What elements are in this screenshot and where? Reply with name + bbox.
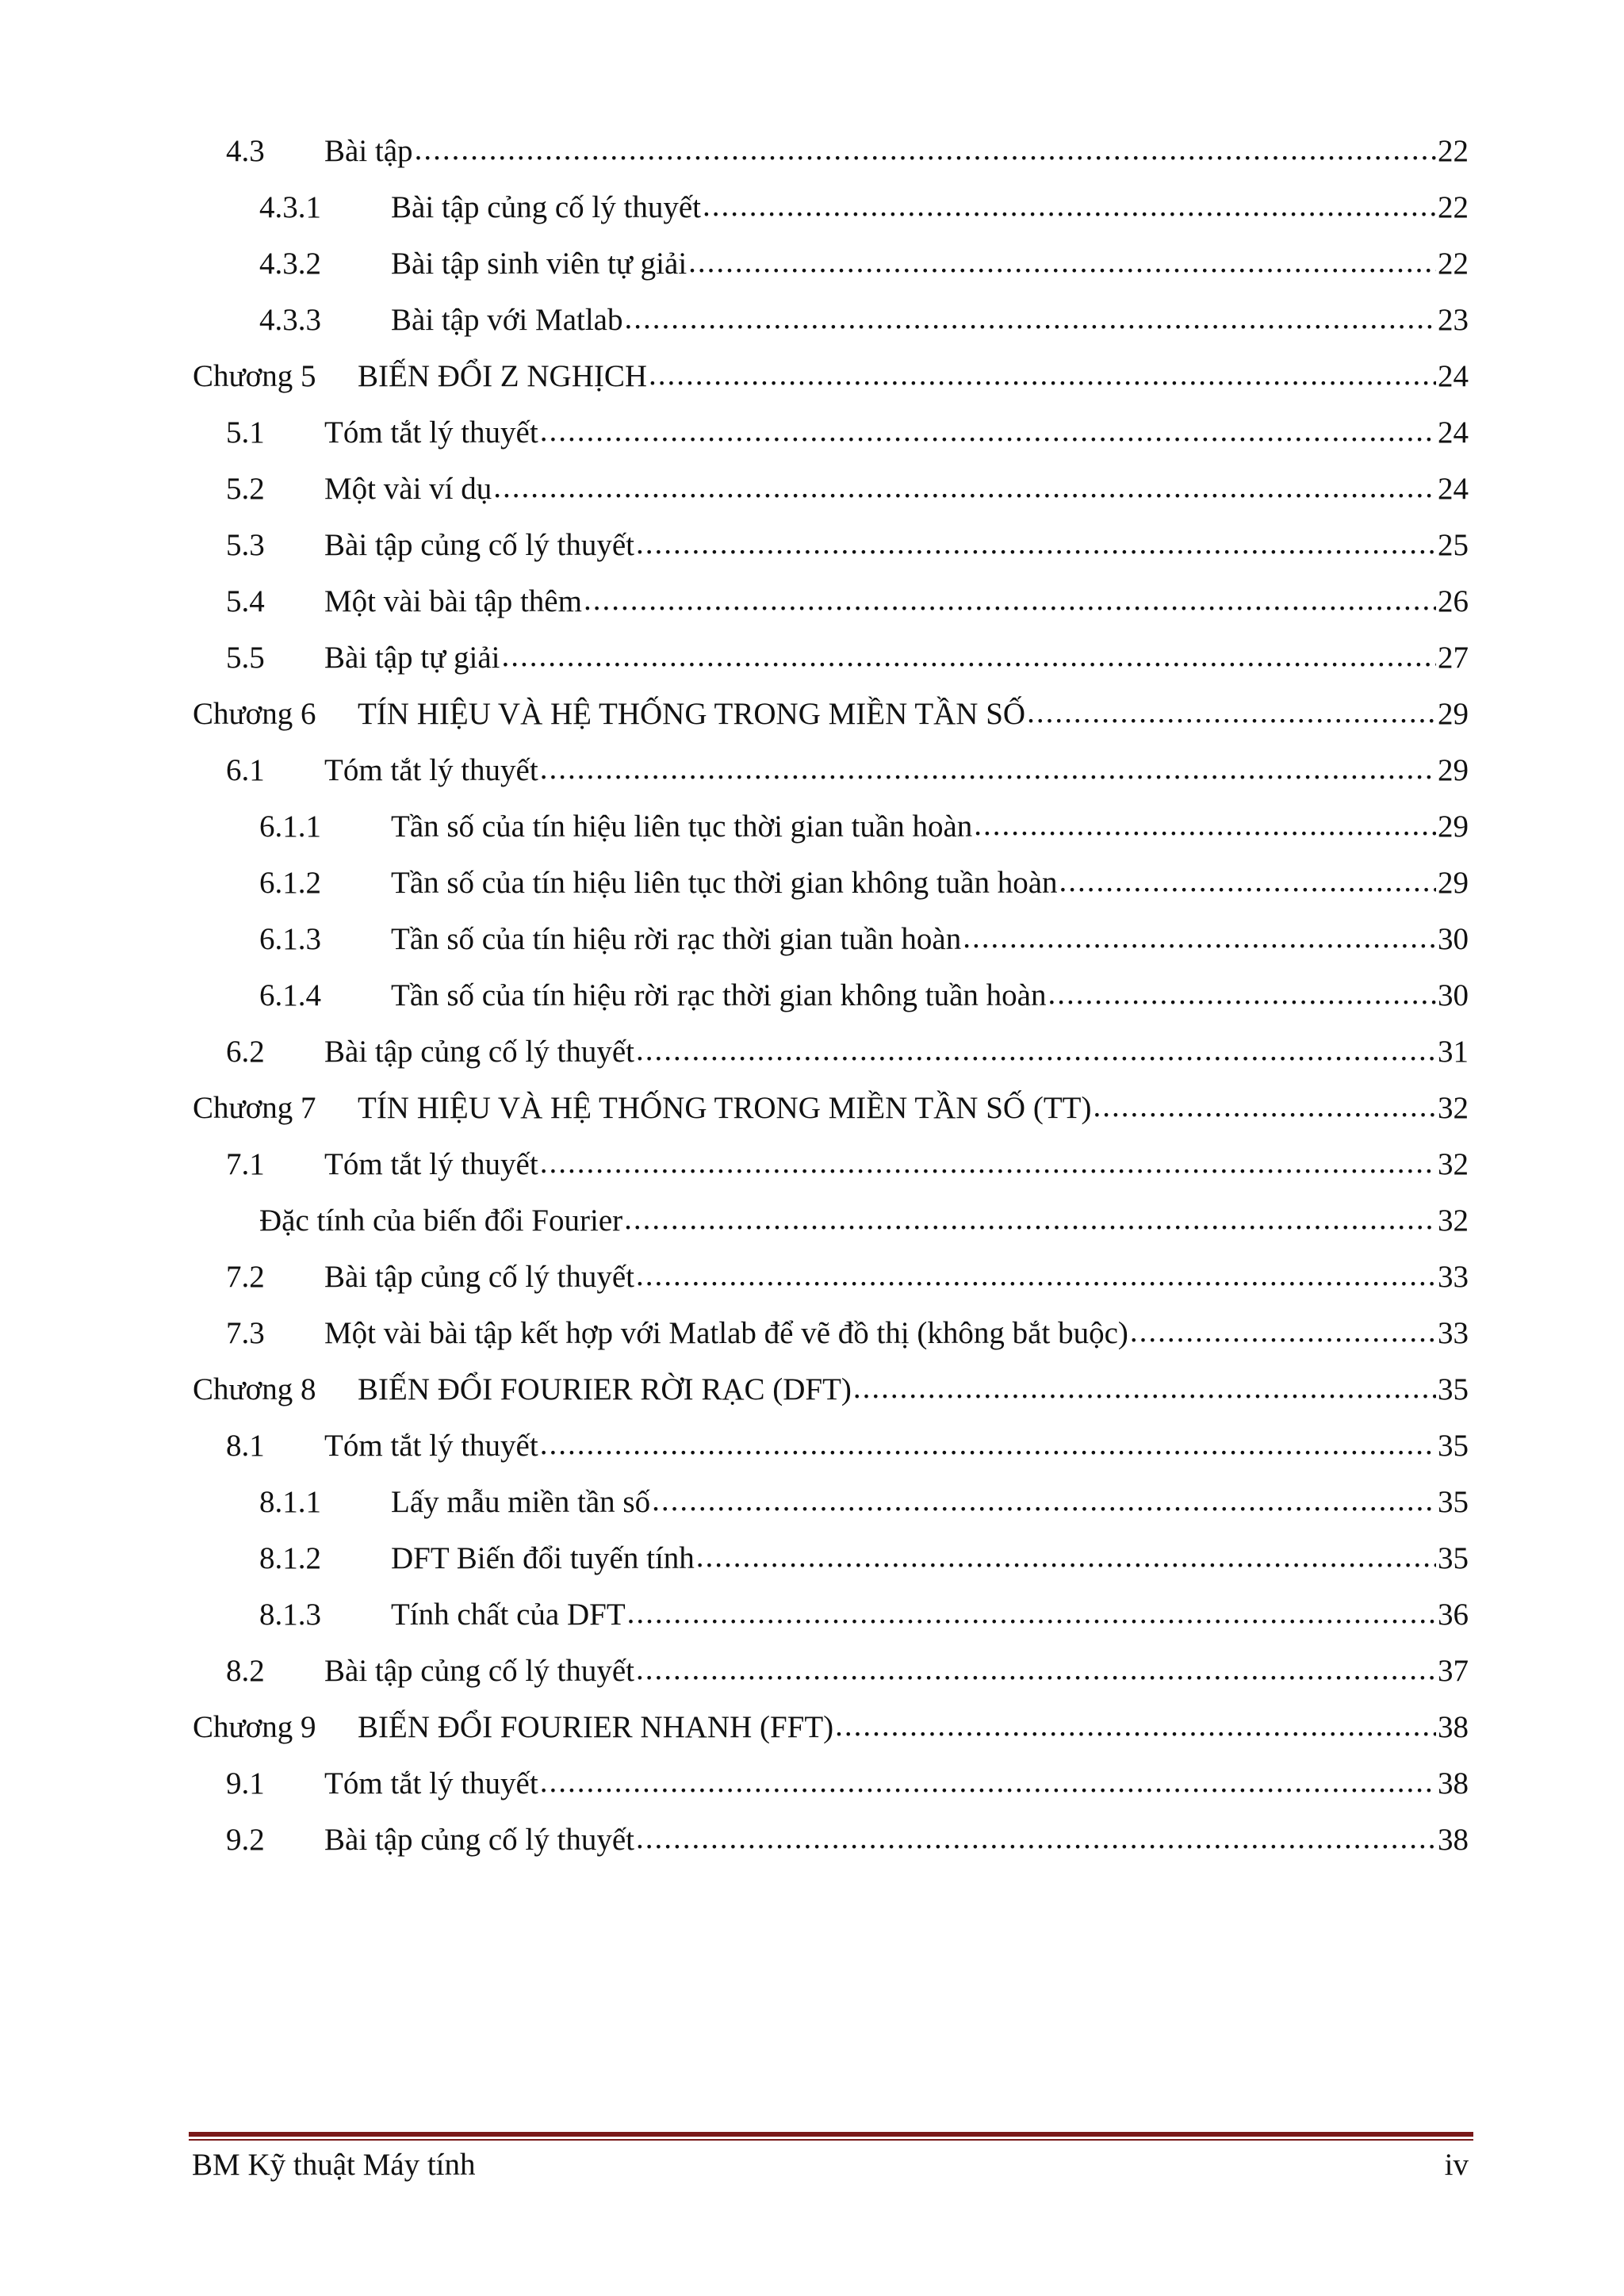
toc-entry-number: Chương 8 <box>193 1372 316 1406</box>
toc-dot-leader <box>627 1595 1436 1631</box>
toc-entry-title: Bài tập tự giải <box>324 641 500 675</box>
toc-entry[interactable] <box>226 1146 1469 1194</box>
toc-dot-leader <box>636 1651 1436 1687</box>
toc-entry-page: 31 <box>1438 1035 1469 1069</box>
toc-entry[interactable] <box>193 1709 1469 1757</box>
toc-dot-leader <box>688 244 1436 280</box>
toc-entry-number: 7.1 <box>226 1147 265 1181</box>
toc-entry[interactable] <box>193 1090 1469 1138</box>
toc-entry[interactable] <box>259 1540 1469 1588</box>
toc-entry[interactable] <box>226 1653 1469 1701</box>
toc-entry-title: Bài tập củng cố lý thuyết <box>324 1654 634 1688</box>
toc-entry-page: 26 <box>1438 584 1469 618</box>
toc-entry-number: 4.3.1 <box>259 190 321 224</box>
toc-entry[interactable] <box>259 189 1469 237</box>
footer-rule-thin <box>189 2139 1473 2141</box>
toc-entry[interactable] <box>226 133 1469 181</box>
toc-entry-title: Một vài bài tập thêm <box>324 584 582 618</box>
toc-entry-page: 32 <box>1438 1091 1469 1125</box>
toc-entry-number: Chương 6 <box>193 697 316 731</box>
toc-dot-leader <box>835 1708 1436 1743</box>
toc-entry[interactable] <box>226 415 1469 462</box>
toc-entry-page: 24 <box>1438 472 1469 506</box>
toc-entry-number: 6.1.4 <box>259 978 321 1012</box>
toc-entry-page: 32 <box>1438 1203 1469 1238</box>
toc-dot-leader <box>636 1820 1436 1856</box>
toc-dot-leader <box>624 1201 1436 1237</box>
toc-entry[interactable] <box>259 865 1469 913</box>
toc-entry[interactable] <box>193 696 1469 744</box>
toc-entry-number: 5.3 <box>226 528 265 562</box>
toc-entry-title: Tần số của tín hiệu liên tục thời gian không tuần hoàn <box>391 866 1058 900</box>
toc-entry-title: DFT Biến đổi tuyến tính <box>391 1541 695 1575</box>
footer-rule <box>189 2132 1473 2137</box>
toc-entry[interactable] <box>226 584 1469 631</box>
toc-entry-number: 8.1.2 <box>259 1541 321 1575</box>
toc-dot-leader <box>540 413 1436 449</box>
toc-entry-title: Tần số của tín hiệu liên tục thời gian tuần hoàn <box>391 809 973 844</box>
toc-entry-number: Chương 7 <box>193 1091 316 1125</box>
toc-entry[interactable] <box>259 1203 1469 1250</box>
footer-department: BM Kỹ thuật Máy tính <box>192 2148 476 2182</box>
toc-entry[interactable] <box>226 1259 1469 1307</box>
toc-dot-leader <box>649 357 1436 392</box>
toc-entry-number: 8.1.1 <box>259 1485 321 1519</box>
toc-entry-number: 5.5 <box>226 641 265 675</box>
toc-entry[interactable] <box>259 246 1469 293</box>
toc-entry-title: Tóm tắt lý thuyết <box>324 1766 538 1800</box>
toc-dot-leader <box>1130 1314 1436 1349</box>
toc-entry-number: 8.1 <box>226 1429 265 1463</box>
toc-entry-title: BIẾN ĐỔI FOURIER RỜI RẠC (DFT) <box>358 1372 852 1406</box>
toc-dot-leader <box>696 1539 1436 1575</box>
toc-entry-page: 22 <box>1438 134 1469 168</box>
toc-entry-page: 29 <box>1438 809 1469 844</box>
toc-entry-number: 4.3.2 <box>259 247 321 281</box>
toc-dot-leader <box>540 1426 1436 1462</box>
toc-entry-page: 38 <box>1438 1823 1469 1857</box>
toc-dot-leader <box>636 1032 1436 1068</box>
toc-entry-title: TÍN HIỆU VÀ HỆ THỐNG TRONG MIỀN TẦN SỐ (TT) <box>358 1091 1092 1125</box>
toc-dot-leader <box>540 1764 1436 1800</box>
toc-entry[interactable] <box>259 1597 1469 1644</box>
toc-entry-page: 29 <box>1438 753 1469 787</box>
toc-entry-page: 22 <box>1438 190 1469 224</box>
toc-entry-page: 35 <box>1438 1485 1469 1519</box>
toc-entry-page: 35 <box>1438 1372 1469 1406</box>
toc-entry-number: 8.1.3 <box>259 1598 321 1632</box>
toc-entry-page: 30 <box>1438 922 1469 956</box>
toc-entry-page: 35 <box>1438 1429 1469 1463</box>
toc-entry-title: Bài tập củng cố lý thuyết <box>324 528 634 562</box>
toc-entry[interactable] <box>226 752 1469 800</box>
toc-dot-leader <box>974 807 1436 843</box>
toc-entry-title: BIẾN ĐỔI FOURIER NHANH (FFT) <box>358 1710 834 1744</box>
toc-entry-title: Một vài bài tập kết hợp với Matlab để vẽ đồ thị (không bắt buộc) <box>324 1316 1128 1350</box>
toc-dot-leader <box>540 751 1436 786</box>
toc-dot-leader <box>963 920 1436 955</box>
toc-entry-page: 35 <box>1438 1541 1469 1575</box>
toc-dot-leader <box>652 1483 1436 1518</box>
toc-entry[interactable] <box>259 809 1469 856</box>
toc-entry-number: 4.3 <box>226 134 265 168</box>
footer-page-number: iv <box>1444 2148 1469 2182</box>
toc-entry-page: 27 <box>1438 641 1469 675</box>
toc-dot-leader <box>703 188 1436 224</box>
toc-entry[interactable] <box>226 1315 1469 1363</box>
toc-dot-leader <box>493 469 1436 505</box>
toc-entry-page: 29 <box>1438 866 1469 900</box>
toc-entry-number: 5.4 <box>226 584 265 618</box>
toc-entry[interactable] <box>259 302 1469 350</box>
toc-entry-number: Chương 5 <box>193 359 316 393</box>
toc-entry-title: Tần số của tín hiệu rời rạc thời gian không tuần hoàn <box>391 978 1047 1012</box>
toc-entry-number: 6.1 <box>226 753 265 787</box>
toc-entry-title: Tóm tắt lý thuyết <box>324 1147 538 1181</box>
toc-entry-title: Một vài ví dụ <box>324 472 492 506</box>
toc-entry[interactable] <box>226 527 1469 575</box>
toc-entry[interactable] <box>226 1822 1469 1869</box>
toc-entry-number: 6.1.2 <box>259 866 321 900</box>
toc-entry-page: 25 <box>1438 528 1469 562</box>
toc-dot-leader <box>1059 863 1436 899</box>
toc-entry-title: BIẾN ĐỔI Z NGHỊCH <box>358 359 648 393</box>
toc-dot-leader <box>1048 976 1436 1012</box>
toc-entry-page: 24 <box>1438 415 1469 450</box>
toc-entry-number: 7.2 <box>226 1260 265 1294</box>
toc-entry-title: Tần số của tín hiệu rời rạc thời gian tuần hoàn <box>391 922 962 956</box>
toc-entry-title: Bài tập củng cố lý thuyết <box>324 1035 634 1069</box>
toc-entry-page: 33 <box>1438 1316 1469 1350</box>
toc-entry-number: 8.2 <box>226 1654 265 1688</box>
toc-entry-page: 23 <box>1438 303 1469 337</box>
toc-entry-title: Tóm tắt lý thuyết <box>324 1429 538 1463</box>
toc-entry[interactable] <box>193 358 1469 406</box>
toc-entry-number: 7.3 <box>226 1316 265 1350</box>
toc-dot-leader <box>636 1257 1436 1293</box>
toc-entry-title: Tóm tắt lý thuyết <box>324 753 538 787</box>
toc-entry-title: Tóm tắt lý thuyết <box>324 415 538 450</box>
toc-entry-page: 29 <box>1438 697 1469 731</box>
toc-entry-title: Bài tập củng cố lý thuyết <box>391 190 701 224</box>
toc-entry[interactable] <box>259 978 1469 1025</box>
toc-entry-title: Bài tập <box>324 134 413 168</box>
toc-dot-leader <box>502 638 1436 674</box>
toc-dot-leader <box>624 300 1436 336</box>
toc-entry[interactable] <box>193 1372 1469 1419</box>
toc-entry-page: 24 <box>1438 359 1469 393</box>
toc-entry-number: Chương 9 <box>193 1710 316 1744</box>
toc-dot-leader <box>636 526 1436 561</box>
toc-entry-page: 38 <box>1438 1766 1469 1800</box>
toc-entry-page: 32 <box>1438 1147 1469 1181</box>
toc-entry-number: 5.1 <box>226 415 265 450</box>
toc-entry-number: 6.1.3 <box>259 922 321 956</box>
toc-entry-page: 37 <box>1438 1654 1469 1688</box>
toc-entry-title: Bài tập với Matlab <box>391 303 623 337</box>
toc-entry-title: Bài tập sinh viên tự giải <box>391 247 688 281</box>
toc-dot-leader <box>853 1370 1436 1406</box>
toc-entry-number: 6.2 <box>226 1035 265 1069</box>
toc-dot-leader <box>1093 1089 1436 1124</box>
toc-entry-page: 36 <box>1438 1598 1469 1632</box>
toc-entry[interactable] <box>259 1484 1469 1532</box>
toc-entry-page: 33 <box>1438 1260 1469 1294</box>
toc-entry-number: 5.2 <box>226 472 265 506</box>
toc-entry-title: Bài tập củng cố lý thuyết <box>324 1823 634 1857</box>
toc-entry-page: 30 <box>1438 978 1469 1012</box>
toc-entry-number: 4.3.3 <box>259 303 321 337</box>
toc-dot-leader <box>1027 695 1436 730</box>
toc-entry[interactable] <box>226 640 1469 687</box>
toc-entry-title: Tính chất của DFT <box>391 1598 626 1632</box>
toc-entry[interactable] <box>226 471 1469 519</box>
toc-entry-title: Lấy mẫu miền tần số <box>391 1485 651 1519</box>
toc-entry[interactable] <box>226 1766 1469 1813</box>
toc-entry-number: 6.1.1 <box>259 809 321 844</box>
toc-dot-leader <box>415 132 1436 167</box>
toc-dot-leader <box>584 582 1436 618</box>
toc-entry[interactable] <box>226 1428 1469 1475</box>
toc-entry-page: 22 <box>1438 247 1469 281</box>
toc-entry-number: 9.1 <box>226 1766 265 1800</box>
toc-entry-page: 38 <box>1438 1710 1469 1744</box>
toc-entry[interactable] <box>259 921 1469 969</box>
toc-entry[interactable] <box>226 1034 1469 1081</box>
toc-entry-title: TÍN HIỆU VÀ HỆ THỐNG TRONG MIỀN TẦN SỐ <box>358 697 1026 731</box>
toc-entry-title: Bài tập củng cố lý thuyết <box>324 1260 634 1294</box>
toc-entry-number: 9.2 <box>226 1823 265 1857</box>
toc-dot-leader <box>540 1145 1436 1181</box>
toc-entry-title: Đặc tính của biến đổi Fourier <box>259 1203 623 1238</box>
